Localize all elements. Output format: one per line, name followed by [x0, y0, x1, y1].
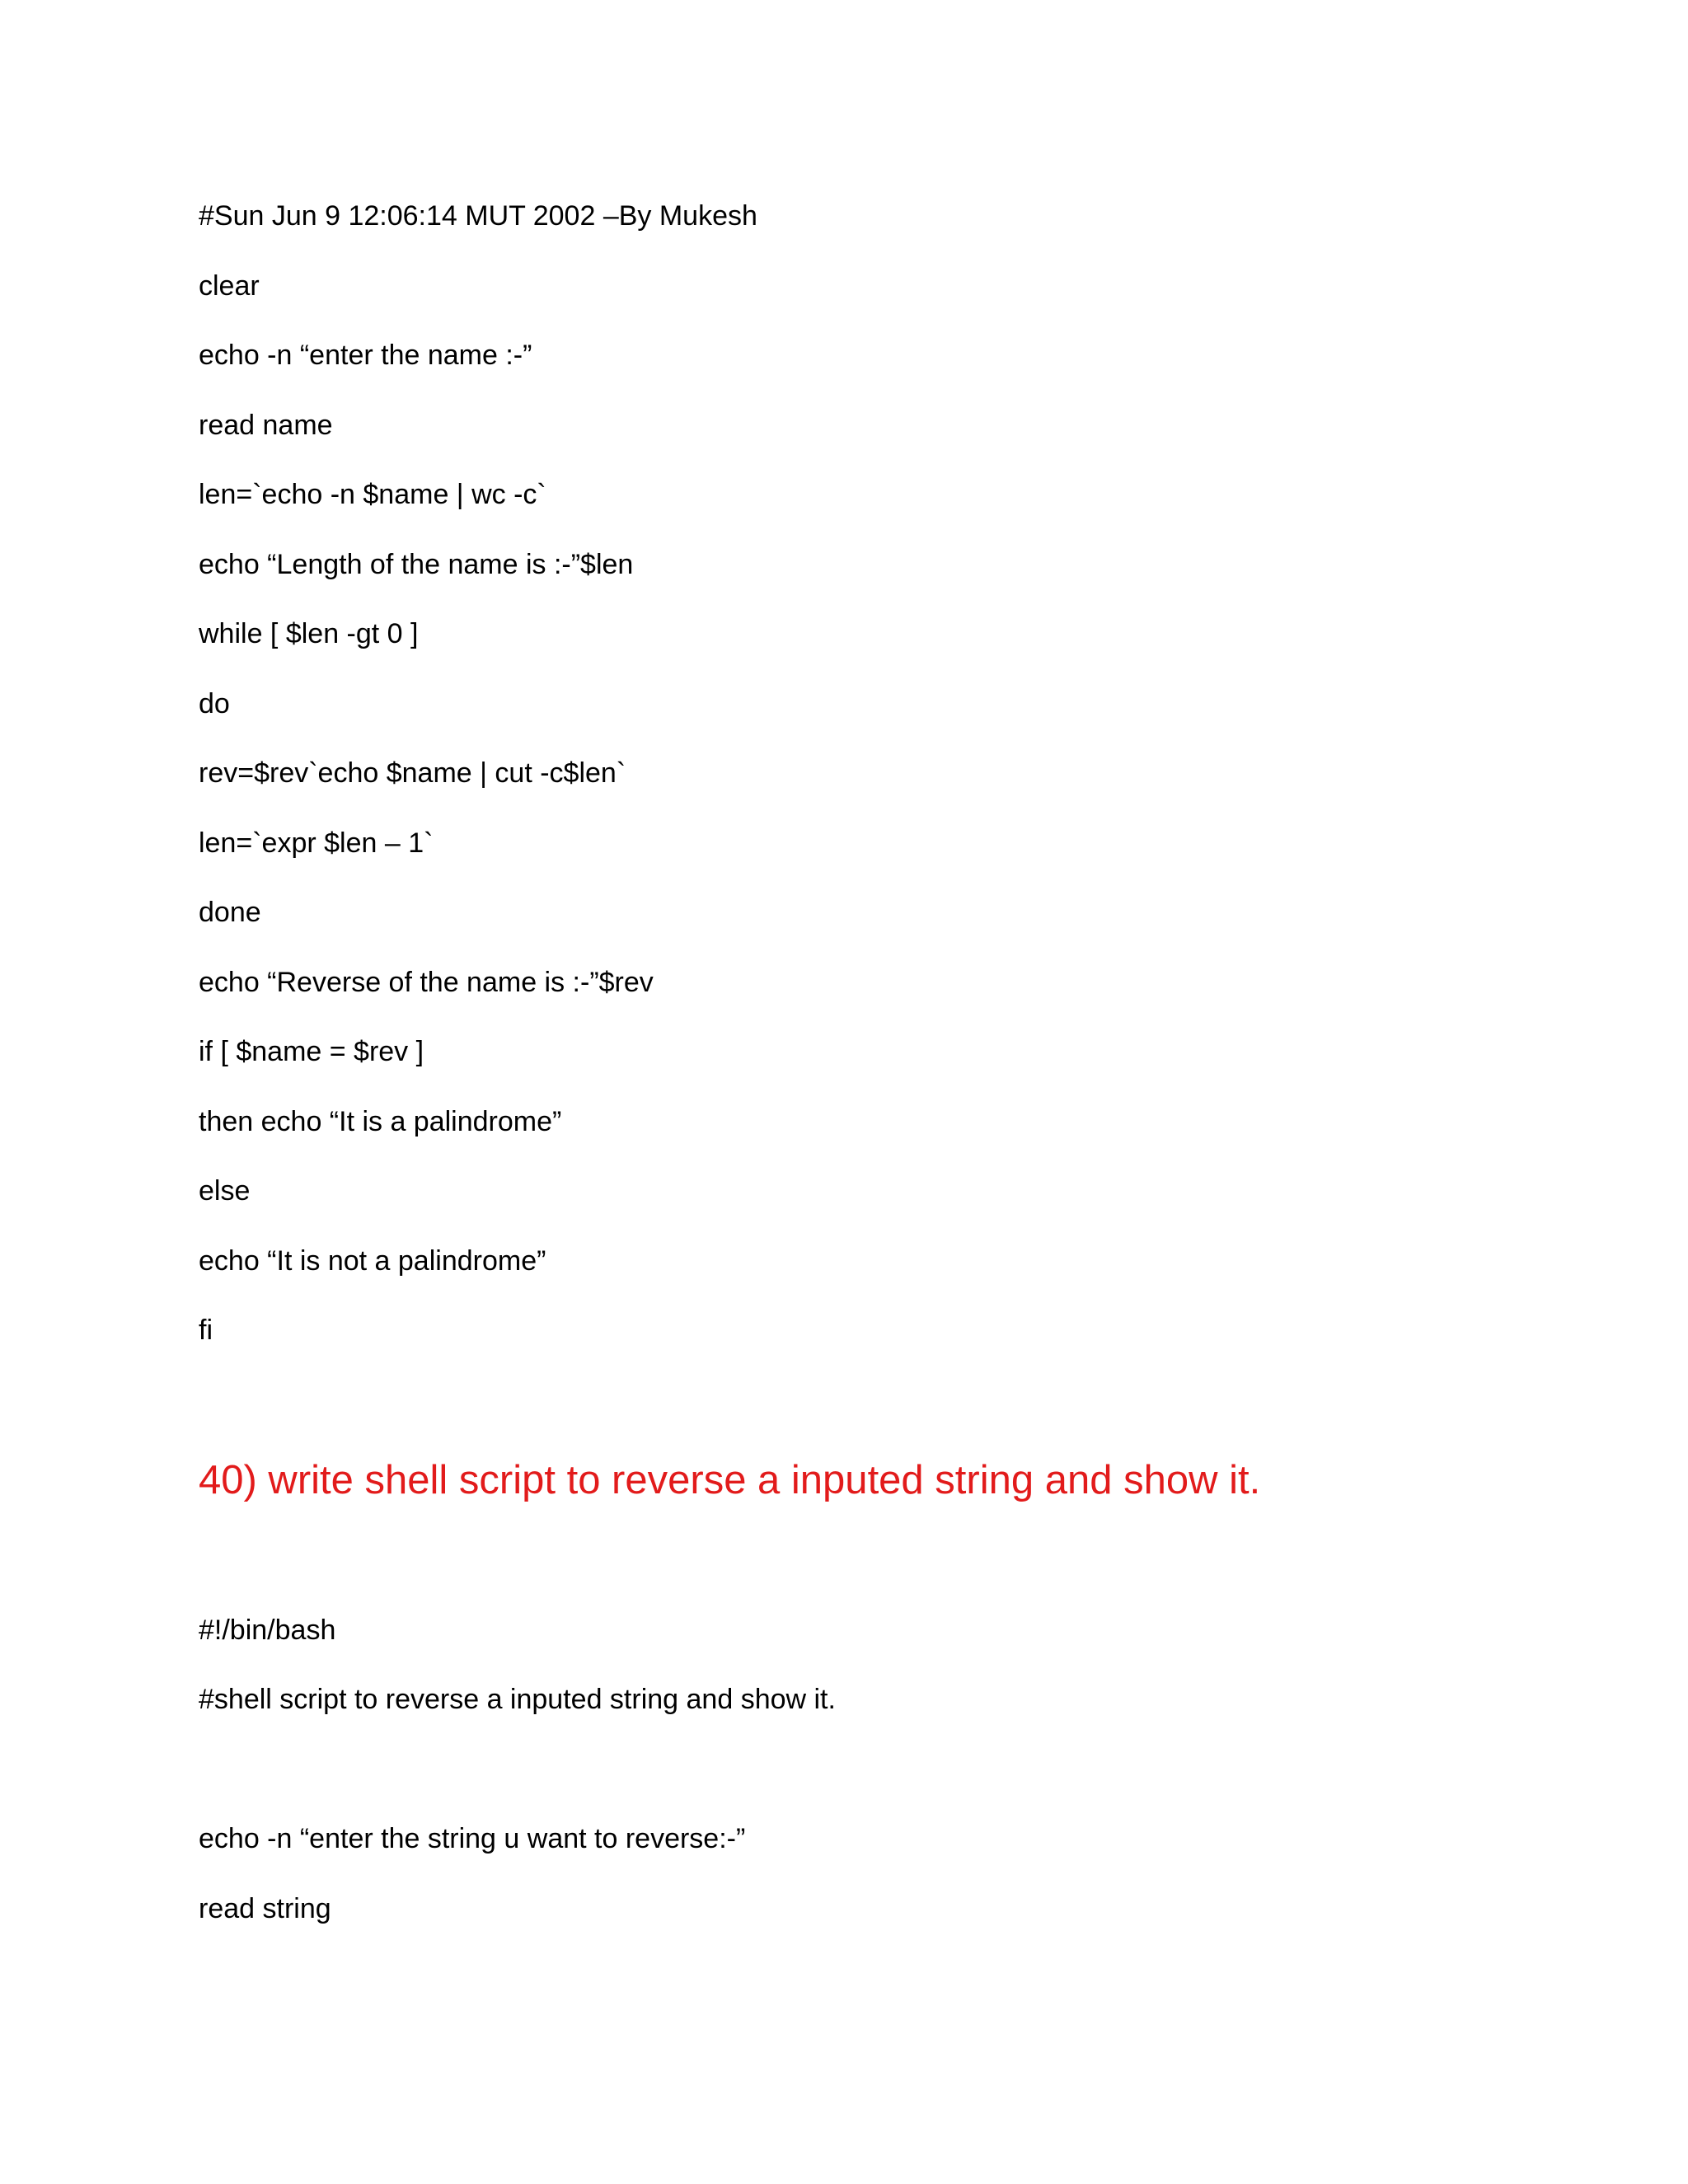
code-line-5: len=`echo -n $name | wc -c` [199, 479, 546, 510]
code-line-3: echo -n “enter the name :-” [199, 340, 532, 371]
code-line-13: if [ $name = $rev ] [199, 1036, 424, 1067]
code-line-4: read name [199, 410, 333, 441]
code-line-1: #Sun Jun 9 12:06:14 MUT 2002 –By Mukesh [199, 200, 757, 232]
code-line-20: echo -n “enter the string u want to reverse:-” [199, 1823, 746, 1854]
code-line-12: echo “Reverse of the name is :-”$rev [199, 967, 654, 998]
code-line-2: clear [199, 270, 260, 302]
code-line-21: read string [199, 1893, 331, 1924]
section-heading: 40) write shell script to reverse a inputed string and show it. [199, 1458, 1261, 1502]
code-line-18: #!/bin/bash [199, 1615, 336, 1646]
code-line-11: done [199, 897, 261, 928]
code-line-9: rev=$rev`echo $name | cut -c$len` [199, 757, 626, 789]
code-line-19: #shell script to reverse a inputed string and show it. [199, 1684, 836, 1715]
code-line-14: then echo “It is a palindrome” [199, 1106, 562, 1137]
code-line-17: fi [199, 1315, 213, 1346]
code-line-16: echo “It is not a palindrome” [199, 1245, 546, 1277]
code-line-15: else [199, 1175, 251, 1207]
code-line-8: do [199, 688, 230, 719]
code-line-10: len=`expr $len – 1` [199, 827, 434, 859]
code-line-7: while [ $len -gt 0 ] [199, 618, 419, 649]
code-line-6: echo “Length of the name is :-”$len [199, 549, 634, 580]
